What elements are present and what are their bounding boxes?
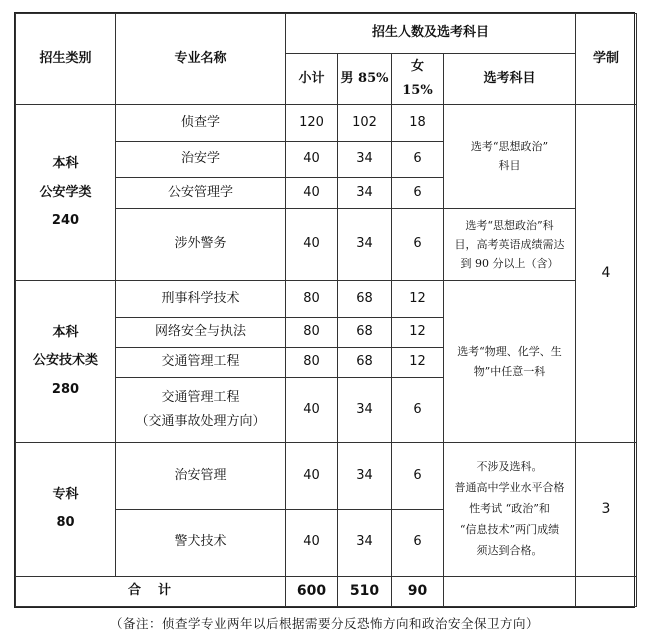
female-value: 12 <box>392 317 444 347</box>
table-row <box>16 281 637 317</box>
subjects-line: “信息技术”两门成绩 <box>459 522 560 536</box>
major-name: 侦查学 <box>116 105 286 141</box>
female-value: 18 <box>392 105 444 141</box>
admissions-table <box>15 13 637 607</box>
header-subtotal: 小计 <box>286 54 338 105</box>
header-subjects: 选考科目 <box>444 54 576 105</box>
subjects-line: 选考“思想政治” <box>470 140 549 154</box>
subtotal-value: 120 <box>286 105 338 141</box>
table-row <box>16 443 637 510</box>
category-count: 80 <box>56 515 75 531</box>
total-empty-cell <box>444 576 576 606</box>
subjects-line: 目，高考英语成绩需达 <box>454 237 565 251</box>
total-female: 90 <box>392 576 444 606</box>
subtotal-value: 40 <box>286 208 338 281</box>
subtotal-value: 40 <box>286 141 338 177</box>
header-male: 男 85% <box>338 54 392 105</box>
subjects-line: 不涉及选科。 <box>476 460 543 474</box>
major-name-line: 交通管理工程 <box>161 389 240 405</box>
header-duration: 学制 <box>576 14 637 105</box>
footnote: （备注：侦查学专业两年以后根据需要分反恐怖方向和政治安全保卫方向） <box>109 616 539 631</box>
total-subtotal: 600 <box>286 576 338 606</box>
category-name: 本科 <box>52 324 79 340</box>
male-value: 34 <box>338 443 392 510</box>
subjects-note <box>444 443 576 576</box>
subjects-note <box>444 105 576 208</box>
male-value: 34 <box>338 141 392 177</box>
category-subname: 公安学类 <box>39 184 92 200</box>
duration-college: 3 <box>576 443 637 576</box>
header-enrollment-group: 招生人数及选考科目 <box>286 14 576 54</box>
subtotal-value: 80 <box>286 348 338 378</box>
header-major: 专业名称 <box>116 14 286 105</box>
duration-undergrad: 4 <box>576 105 637 443</box>
major-name: 涉外警务 <box>116 208 286 281</box>
major-name: 公安管理学 <box>116 178 286 208</box>
admissions-table-frame <box>14 12 635 608</box>
major-name: 治安管理 <box>116 443 286 510</box>
category-cell <box>16 281 116 443</box>
female-value: 6 <box>392 208 444 281</box>
major-name: 网络安全与执法 <box>116 317 286 347</box>
total-empty-cell <box>576 576 637 606</box>
table-row <box>16 105 637 141</box>
total-label: 合 计 <box>16 576 286 606</box>
male-value: 68 <box>338 317 392 347</box>
female-value: 6 <box>392 141 444 177</box>
major-name: 警犬技术 <box>116 509 286 576</box>
male-value: 34 <box>338 178 392 208</box>
total-row <box>16 576 637 606</box>
category-cell <box>16 105 116 281</box>
subjects-line: 到 90 分以上（含） <box>460 257 559 271</box>
subtotal-value: 40 <box>286 509 338 576</box>
female-value: 6 <box>392 378 444 443</box>
subtotal-value: 40 <box>286 378 338 443</box>
subtotal-value: 80 <box>286 281 338 317</box>
subjects-line: 物”中任意一科 <box>473 364 546 378</box>
subjects-note <box>444 208 576 281</box>
male-value: 102 <box>338 105 392 141</box>
major-name: 刑事科学技术 <box>116 281 286 317</box>
subjects-line: 选考“思想政治”科 <box>465 218 554 232</box>
female-value: 6 <box>392 509 444 576</box>
subjects-line: 科目 <box>498 159 521 173</box>
category-cell <box>16 443 116 576</box>
category-count: 240 <box>51 213 80 229</box>
category-count: 280 <box>51 382 80 398</box>
male-value: 34 <box>338 208 392 281</box>
subtotal-value: 80 <box>286 317 338 347</box>
male-value: 68 <box>338 348 392 378</box>
female-value: 6 <box>392 443 444 510</box>
major-name-sub: （交通事故处理方向） <box>135 414 266 430</box>
male-value: 34 <box>338 509 392 576</box>
header-category: 招生类别 <box>16 14 116 105</box>
female-value: 12 <box>392 348 444 378</box>
major-name: 交通管理工程 <box>116 348 286 378</box>
female-value: 6 <box>392 178 444 208</box>
subtotal-value: 40 <box>286 443 338 510</box>
subjects-note <box>444 281 576 443</box>
subjects-line: 普通高中学业水平合格 <box>454 481 565 494</box>
category-name: 专科 <box>52 486 79 502</box>
major-name: 治安学 <box>116 141 286 177</box>
subtotal-value: 40 <box>286 178 338 208</box>
category-name: 本科 <box>52 155 79 171</box>
subjects-line: 须达到合格。 <box>476 543 543 557</box>
male-value: 34 <box>338 378 392 443</box>
subjects-line: 性考试 “政治”和 <box>469 501 550 515</box>
female-value: 12 <box>392 281 444 317</box>
total-male: 510 <box>338 576 392 606</box>
subjects-line: 选考“物理、化学、生 <box>457 345 562 359</box>
male-value: 68 <box>338 281 392 317</box>
header-female: 女 15% <box>392 54 444 105</box>
major-name <box>116 378 286 443</box>
category-subname: 公安技术类 <box>32 353 98 369</box>
